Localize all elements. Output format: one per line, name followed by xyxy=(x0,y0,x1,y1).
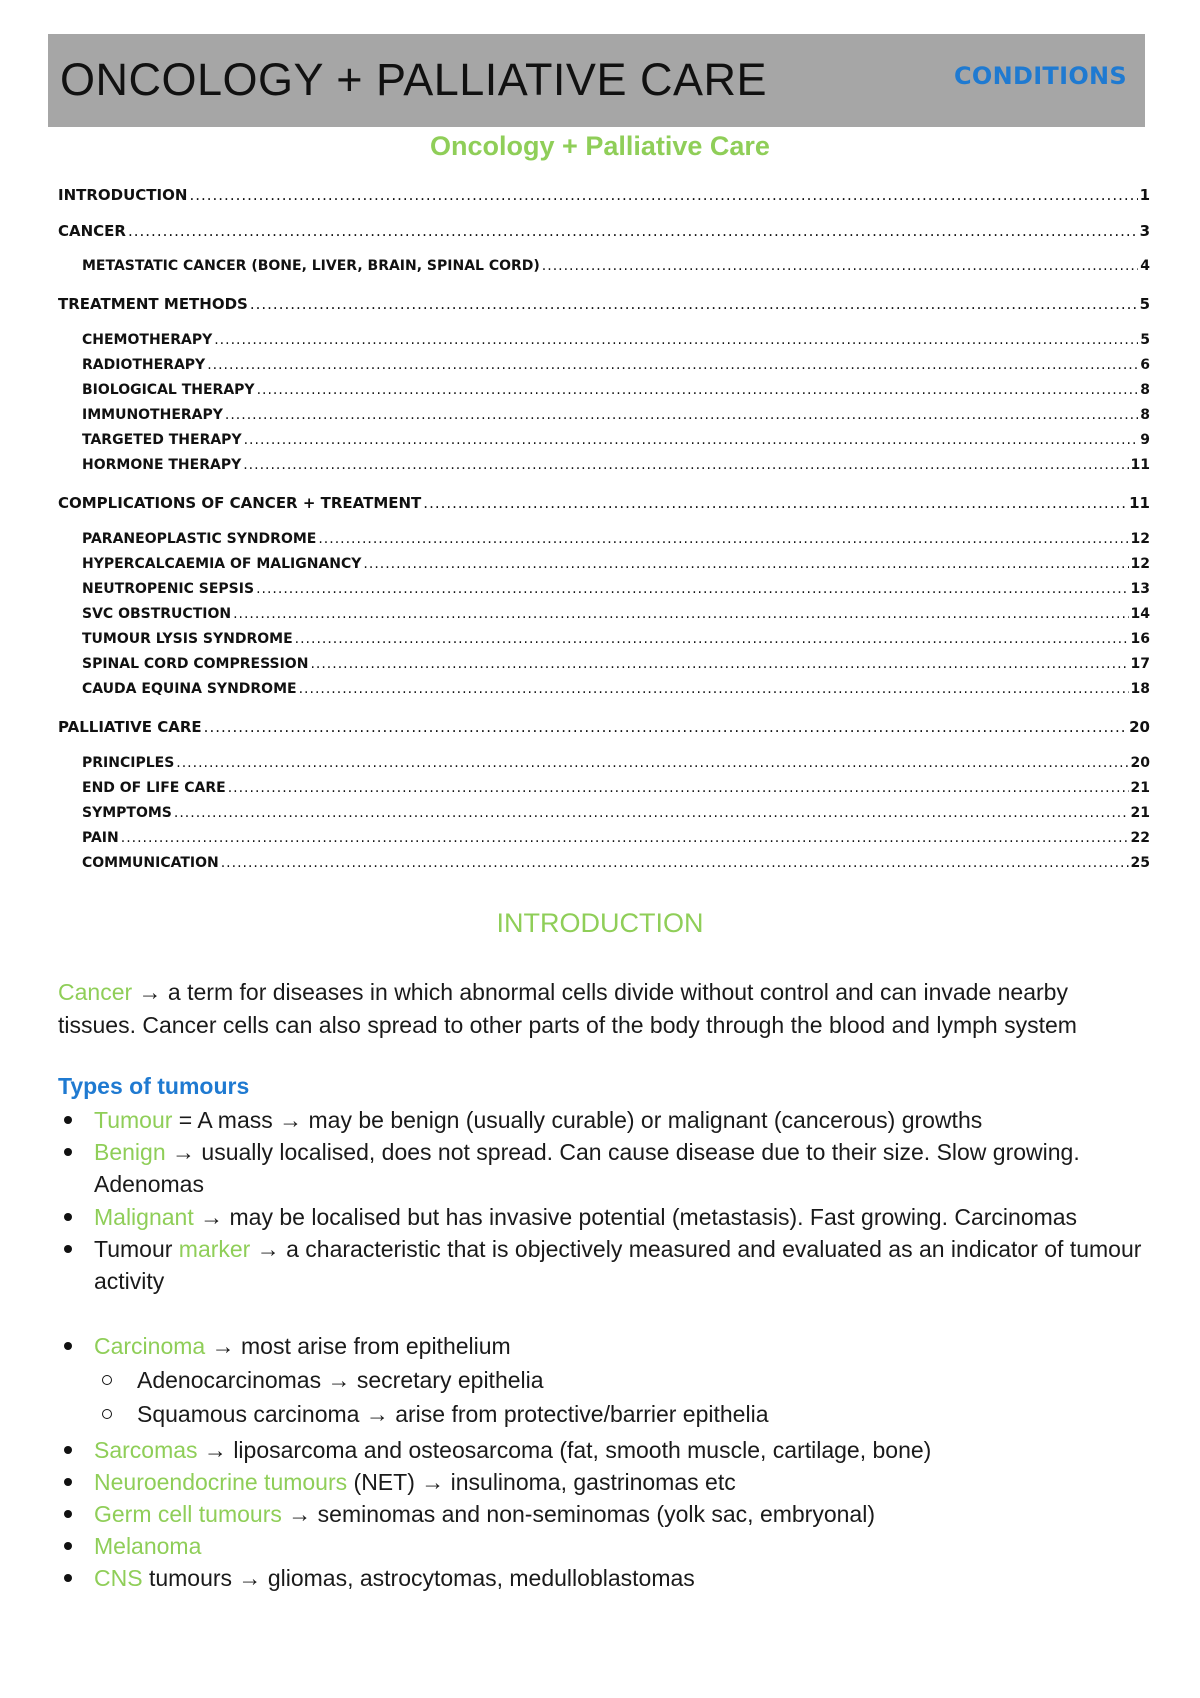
sub-list-item: Adenocarcinomas → secretary epithelia xyxy=(58,1364,1150,1396)
toc-entry-spinal-cord-compression[interactable]: SPINAL CORD COMPRESSION ..... 17 xyxy=(58,656,1150,676)
bullet-dot xyxy=(64,1213,72,1221)
toc-entry-pain[interactable]: PAIN ..... 22 xyxy=(58,830,1150,850)
list-item: Germ cell tumours → seminomas and non-seminomas (yolk sac, embryonal) xyxy=(58,1498,1150,1530)
list-item: Tumour marker → a characteristic that is objectively measured and evaluated as an indicator of tumour activity xyxy=(58,1233,1150,1297)
list-item: Malignant → may be localised but has invasive potential (metastasis). Fast growing. Carcinomas xyxy=(58,1201,1150,1233)
toc-entry-hormone-therapy[interactable]: HORMONE THERAPY ..... 11 xyxy=(58,457,1150,477)
toc-entry-svc-obstruction[interactable]: SVC OBSTRUCTION ..... 14 xyxy=(58,606,1150,626)
toc-entry-tumour-lysis-syndrome[interactable]: TUMOUR LYSIS SYNDROME ..... 16 xyxy=(58,631,1150,651)
bullet-dot xyxy=(64,1342,72,1350)
list-item: Sarcomas → liposarcoma and osteosarcoma (fat, smooth muscle, cartilage, bone) xyxy=(58,1434,1150,1466)
toc-entry-radiotherapy[interactable]: RADIOTHERAPY ..... 6 xyxy=(58,357,1150,377)
list-item: Carcinoma → most arise from epithelium xyxy=(58,1330,1150,1362)
bullet-dot xyxy=(64,1510,72,1518)
toc-entry-symptoms[interactable]: SYMPTOMS ..... 21 xyxy=(58,805,1150,825)
toc-entry-immunotherapy[interactable]: IMMUNOTHERAPY ..... 8 xyxy=(58,407,1150,427)
list-item: Benign → usually localised, does not spread. Can cause disease due to their size. Slow growing. Adenomas xyxy=(58,1136,1150,1200)
bullet-dot xyxy=(64,1478,72,1486)
toc-entry-biological-therapy[interactable]: BIOLOGICAL THERAPY ..... 8 xyxy=(58,382,1150,402)
toc-entry-hypercalcaemia[interactable]: HYPERCALCAEMIA OF MALIGNANCY ..... 12 xyxy=(58,556,1150,576)
category-tag: CONDITIONS xyxy=(953,62,1127,90)
toc-entry-targeted-therapy[interactable]: TARGETED THERAPY ..... 9 xyxy=(58,432,1150,452)
bullet-dot xyxy=(64,1446,72,1454)
cancer-definition-paragraph xyxy=(58,976,1150,1042)
toc-entry-principles[interactable]: PRINCIPLES ..... 20 xyxy=(58,755,1150,775)
sub-bullet-circle xyxy=(102,1409,112,1419)
list-item: Neuroendocrine tumours (NET) → insulinoma, gastrinomas etc xyxy=(58,1466,1150,1498)
toc-entry-end-of-life-care[interactable]: END OF LIFE CARE ..... 21 xyxy=(58,780,1150,800)
toc-entry-paraneoplastic-syndrome[interactable]: PARANEOPLASTIC SYNDROME ..... 12 xyxy=(58,531,1150,551)
toc-title: Oncology + Palliative Care xyxy=(430,131,770,161)
toc-entry-neutropenic-sepsis[interactable]: NEUTROPENIC SEPSIS ..... 13 xyxy=(58,581,1150,601)
toc-entry-treatment-methods[interactable]: TREATMENT METHODS ..... 5 xyxy=(58,295,1150,315)
header-banner xyxy=(48,34,1145,127)
toc-entry-metastatic-cancer[interactable]: METASTATIC CANCER (BONE, LIVER, BRAIN, SPINAL CORD) ..... 4 xyxy=(58,258,1150,278)
bullet-dot xyxy=(64,1542,72,1550)
toc-entry-complications[interactable]: COMPLICATIONS OF CANCER + TREATMENT ..... 11 xyxy=(58,494,1150,514)
list-item: CNS tumours → gliomas, astrocytomas, medulloblastomas xyxy=(58,1562,1150,1594)
document-title: ONCOLOGY + PALLIATIVE CARE xyxy=(60,54,767,105)
list-item: Melanoma xyxy=(58,1530,1150,1562)
bullet-dot xyxy=(64,1116,72,1124)
toc-entry-introduction[interactable]: INTRODUCTION ..... 1 xyxy=(58,186,1150,206)
section-heading-introduction: INTRODUCTION xyxy=(496,908,704,938)
bullet-dot xyxy=(64,1148,72,1156)
term-cancer: Cancer xyxy=(58,979,133,1005)
toc-entry-communication[interactable]: COMMUNICATION ..... 25 xyxy=(58,855,1150,875)
cancer-definition-text: → a term for diseases in which abnormal cells divide without control and can invade nearby tissues. Cancer cells can also spread to other parts of the body through the blood and lymph system xyxy=(58,979,1077,1038)
toc-entry-cancer[interactable]: CANCER ..... 3 xyxy=(58,222,1150,242)
toc-entry-palliative-care[interactable]: PALLIATIVE CARE ..... 20 xyxy=(58,718,1150,738)
list-item: Tumour = A mass → may be benign (usually curable) or malignant (cancerous) growths xyxy=(58,1104,1150,1136)
toc-entry-chemotherapy[interactable]: CHEMOTHERAPY ..... 5 xyxy=(58,332,1150,352)
sub-list-item: Squamous carcinoma → arise from protective/barrier epithelia xyxy=(58,1398,1150,1430)
bullet-dot xyxy=(64,1245,72,1253)
toc-entry-cauda-equina-syndrome[interactable]: CAUDA EQUINA SYNDROME ..... 18 xyxy=(58,681,1150,701)
sub-bullet-circle xyxy=(102,1375,112,1385)
types-of-tumours-heading: Types of tumours xyxy=(58,1073,250,1099)
bullet-dot xyxy=(64,1574,72,1582)
